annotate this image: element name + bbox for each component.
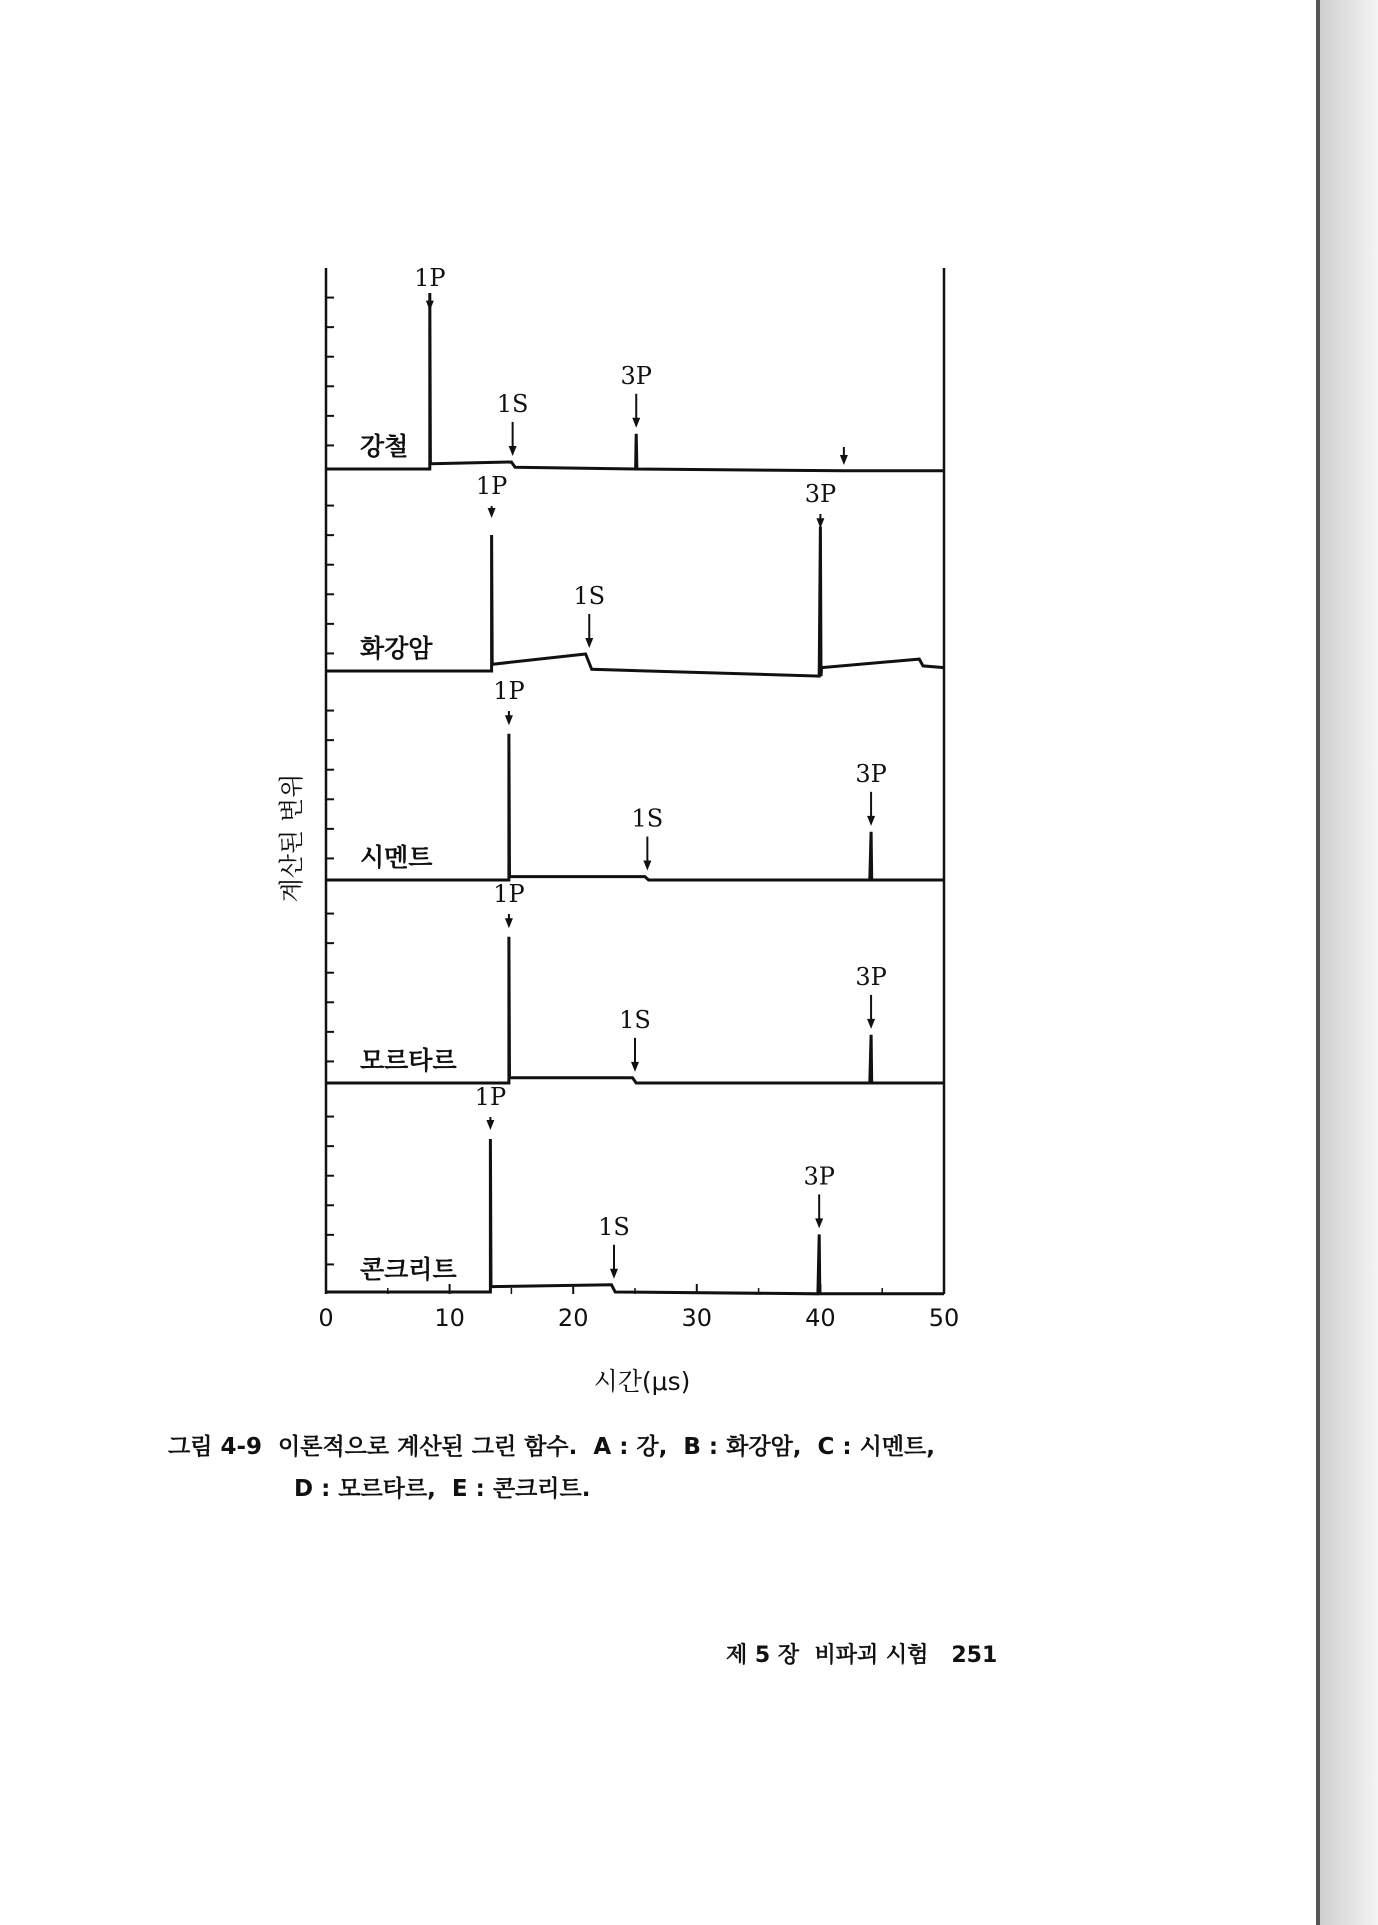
arrival-label-3p: 3P [803, 1162, 835, 1191]
panel-name-label: 모르타르 [360, 1046, 457, 1075]
figure-caption-line-1: 그림 4-9 이론적으로 계산된 그린 함수. A : 강, B : 화강암, C : 시멘트, [168, 1434, 936, 1460]
x-tick-label: 30 [681, 1304, 713, 1332]
arrival-label-1p: 1P [493, 880, 525, 908]
arrival-label-3p: 3P [804, 480, 837, 508]
x-tick-label: 0 [318, 1304, 334, 1332]
x-axis [318, 268, 959, 1332]
panel-5 [326, 1083, 944, 1294]
arrival-arrow-head [505, 715, 513, 725]
panel-name-label: 콘크리트 [360, 1255, 457, 1284]
arrival-arrow-head [867, 1019, 875, 1029]
arrival-arrow-head [486, 1120, 494, 1130]
arrival-arrow-head [505, 918, 513, 928]
arrival-label-1p: 1P [474, 1083, 507, 1111]
arrival-label-3p: 3P [620, 361, 652, 390]
arrival-label-1s: 1S [598, 1212, 630, 1241]
arrival-arrow-head [840, 455, 848, 465]
arrival-arrow-head [631, 1062, 639, 1072]
y-axis-label: 계산된 변위 [277, 773, 306, 903]
arrival-arrow-head [585, 638, 593, 648]
arrival-arrow-head [632, 418, 640, 428]
figure-caption-line-2: D : 모르타르, E : 콘크리트. [294, 1476, 591, 1502]
panel-name-label: 화강암 [360, 634, 433, 663]
arrival-label-1p: 1P [493, 677, 525, 705]
arrival-label-1p: 1P [475, 472, 508, 500]
x-tick-label: 10 [434, 1304, 465, 1332]
arrival-label-3p: 3P [855, 962, 887, 991]
arrival-arrow-head [643, 861, 651, 871]
arrival-label-3p: 3P [855, 759, 887, 788]
arrival-label-1s: 1S [619, 1005, 651, 1034]
panels-layer [326, 264, 944, 1294]
panel-name-label: 시멘트 [360, 843, 433, 872]
arrival-arrow-head [867, 816, 875, 826]
panel-name-label: 강철 [360, 432, 409, 461]
x-tick-label: 20 [557, 1304, 589, 1332]
arrival-arrow-head [488, 508, 496, 518]
arrival-arrow-head [610, 1269, 618, 1279]
arrival-label-1s: 1S [573, 582, 606, 610]
panel-2 [326, 472, 944, 676]
x-axis-label: 시간(μs) [593, 1367, 691, 1396]
arrival-label-1s: 1S [631, 804, 664, 833]
arrival-arrow-head [509, 446, 517, 456]
arrival-arrow-head [426, 301, 434, 311]
arrival-label-1p: 1P [414, 264, 446, 292]
panel-3 [326, 677, 944, 880]
x-tick-label: 50 [928, 1304, 960, 1332]
arrival-label-1s: 1S [496, 389, 529, 418]
arrival-arrow-head [816, 518, 824, 528]
panel-1 [326, 264, 944, 471]
arrival-arrow-head [815, 1218, 823, 1228]
x-tick-label: 40 [805, 1304, 836, 1332]
panel-4 [326, 880, 944, 1083]
page-footer: 제 5 장 비파괴 시험 251 [726, 1643, 998, 1668]
